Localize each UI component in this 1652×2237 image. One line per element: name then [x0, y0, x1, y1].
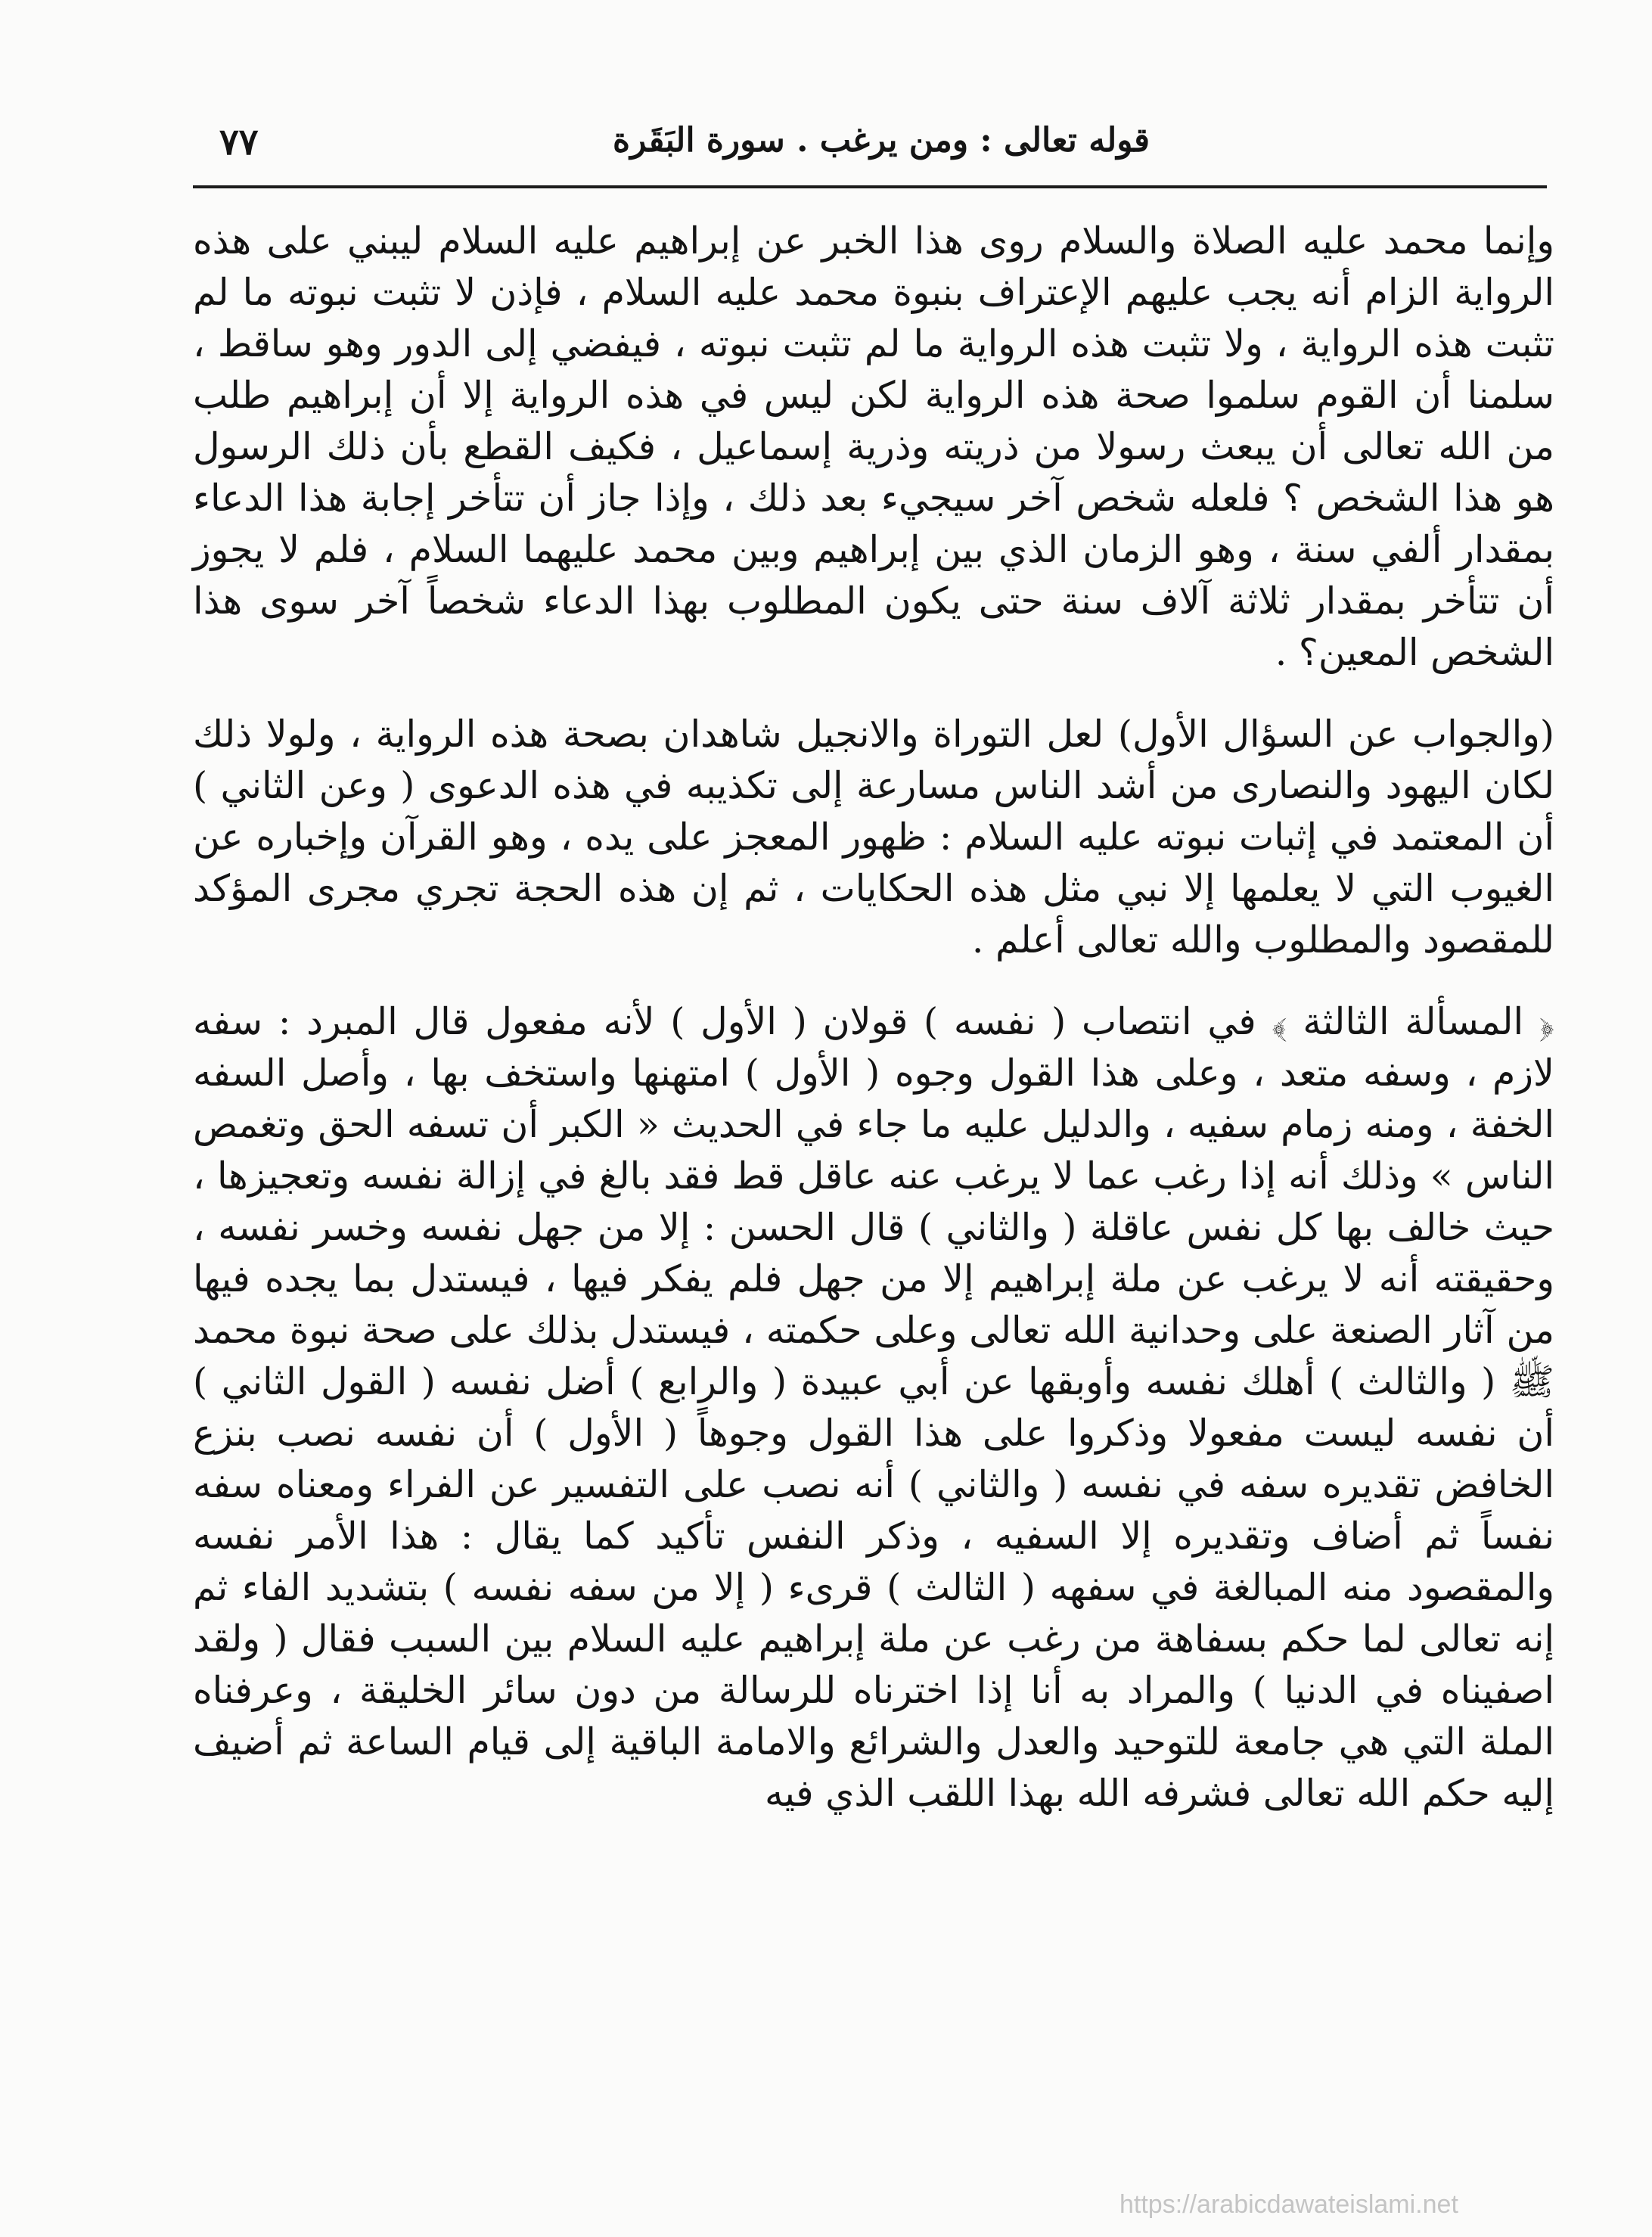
watermark-url: https://arabicdawateislami.net — [1119, 2190, 1458, 2219]
running-title: قوله تعالى : ومن يرغب . سورة البَقَرة — [613, 121, 1150, 160]
paragraph-3: ﴿ المسألة الثالثة ﴾ في انتصاب ( نفسه ) قولان ( الأول ) لأنه مفعول قال المبرد : سفه لازم ، وسفه متعد ، وعلى هذا القول وجوه ( الأول ) امتهنها واستخف بها ، وأصل السفه الخفة ، ومنه زمام سفيه ، والدليل عليه ما جاء في الحديث « الكبر أن تسفه الحق وتغمص الناس » وذلك أنه إذا رغب عما لا يرغب عنه عاقل قط فقد بالغ في إزالة نفسه وتعجيزها ، حيث خالف بها كل نفس عاقلة ( والثاني ) قال الحسن : إلا من جهل نفسه وخسر نفسه ، وحقيقته أنه لا يرغب عن ملة إبراهيم إلا من جهل فلم يفكر فيها ، فيستدل بما يجده فيها من آثار الصنعة على وحدانية الله تعالى وعلى حكمته ، فيستدل بذلك على صحة نبوة محمد ﷺ ( والثالث ) أهلك نفسه وأوبقها عن أبي عبيدة ( والرابع ) أضل نفسه ( القول الثاني ) أن نفسه ليست مفعولا وذكروا على هذا القول وجوهاً ( الأول ) أن نفسه نصب بنزع الخافض تقديره سفه في نفسه ( والثاني ) أنه نصب على التفسير عن الفراء ومعناه سفه نفساً ثم أضاف وتقديره إلا السفيه ، وذكر النفس تأكيد كما يقال : هذا الأمر نفسه والمقصود منه المبالغة في سفهه ( الثالث ) قرىء ( إلا من سفه نفسه ) بتشديد الفاء ثم إنه تعالى لما حكم بسفاهة من رغب عن ملة إبراهيم عليه السلام بين السبب فقال ( ولقد اصفيناه في الدنيا ) والمراد به أنا إذا اخترناه للرسالة من دون سائر الخليقة ، وعرفناه الملة التي هي جامعة للتوحيد والعدل والشرائع والامامة الباقية إلى قيام الساعة ثم أضيف إليه حكم الله تعالى فشرفه الله بهذا اللقب الذي فيه — [193, 1000, 1554, 1815]
page-number: ٧٧ — [219, 121, 259, 163]
paragraph-1: وإنما محمد عليه الصلاة والسلام روى هذا الخبر عن إبراهيم عليه السلام ليبني على هذه الرواية الزام أنه يجب عليهم الإعتراف بنبوة محمد عليه السلام ، فإذن لا تثبت نبوته ما لم تثبت هذه الرواية ، ولا تثبت هذه الرواية ما لم تثبت نبوته ، فيفضي إلى الدور وهو ساقط ، سلمنا أن القوم سلموا صحة هذه الرواية لكن ليس في هذه الرواية إلا أن إبراهيم طلب من الله تعالى أن يبعث رسولا من ذريته وذرية إسماعيل ، فكيف القطع بأن ذلك الرسول هو هذا الشخص ؟ فلعله شخص آخر سيجيء بعد ذلك ، وإذا جاز أن تتأخر إجابة هذا الدعاء بمقدار ألفي سنة ، وهو الزمان الذي بين إبراهيم وبين محمد عليهما السلام ، فلم لا يجوز أن تتأخر بمقدار ثلاثة آلاف سنة حتى يكون المطلوب بهذا الدعاء شخصاً آخر سوى هذا الشخص المعين؟ . — [193, 219, 1554, 674]
paragraph-2: (والجواب عن السؤال الأول) لعل التوراة والانجيل شاهدان بصحة هذه الرواية ، ولولا ذلك لكان اليهود والنصارى من أشد الناس مسارعة إلى تكذيبه في هذه الدعوى ( وعن الثاني ) أن المعتمد في إثبات نبوته عليه السلام : ظهور المعجز على يده ، وهو القرآن وإخباره عن الغيوب التي لا يعلمها إلا نبي مثل هذه الحكايات ، ثم إن هذه الحجة تجري مجرى المؤكد للمقصود والمطلوب والله تعالى أعلم . — [193, 713, 1554, 962]
page-header — [197, 121, 1543, 182]
header-rule — [193, 185, 1547, 188]
body-text — [193, 216, 1554, 1819]
